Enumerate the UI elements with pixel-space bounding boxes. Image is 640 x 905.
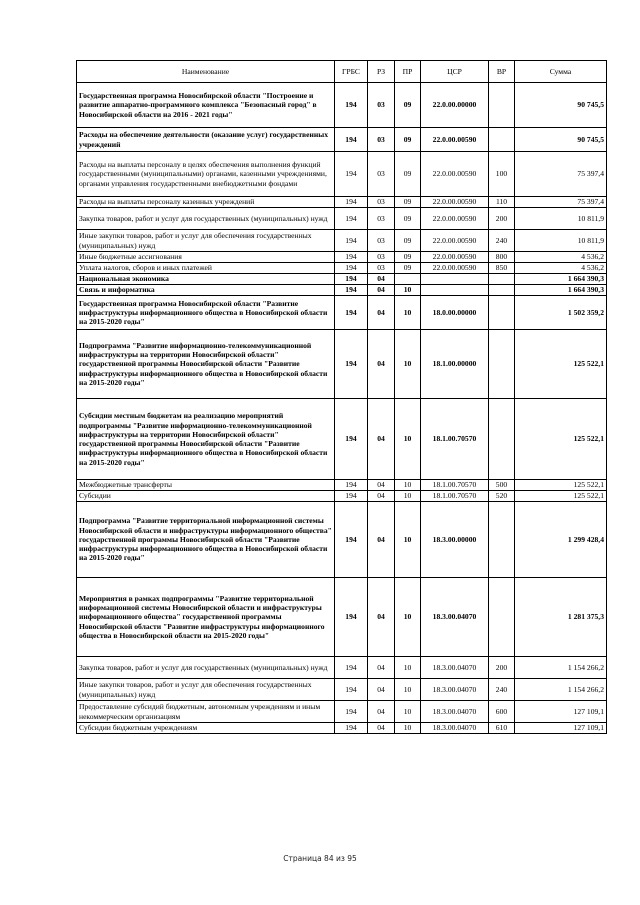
cell-vr: 200 [489, 657, 515, 679]
cell-grbs: 194 [335, 230, 368, 252]
table-row [77, 263, 607, 274]
table-row [77, 330, 607, 399]
cell-name: Мероприятия в рамках подпрограммы "Развитие территориальной информационной системы Новосибирской области и инфраструктуры информационного общества" государственной программы Новосибирской области "Развитие инфраструктуры информационного общества в Новосибирской области на 2015-2020 годы" [77, 578, 335, 657]
cell-vr [489, 502, 515, 578]
cell-sum: 125 522,1 [515, 399, 607, 480]
cell-vr: 610 [489, 723, 515, 734]
cell-name: Подпрограмма "Развитие территориальной информационной системы Новосибирской области и инфраструктуры информационного общества" государственной программы Новосибирской области "Развитие инфраструктуры информационного общества в Новосибирской области на 2015-2020 годы" [77, 502, 335, 578]
cell-grbs: 194 [335, 208, 368, 230]
cell-pr: 09 [395, 208, 421, 230]
table-row [77, 578, 607, 657]
cell-name: Иные бюджетные ассигнования [77, 252, 335, 263]
cell-csr: 18.3.00.04070 [421, 679, 489, 701]
cell-grbs: 194 [335, 657, 368, 679]
cell-grbs: 194 [335, 274, 368, 285]
cell-grbs: 194 [335, 679, 368, 701]
cell-sum: 127 109,1 [515, 723, 607, 734]
table-header-row [77, 61, 607, 83]
cell-pr: 10 [395, 330, 421, 399]
cell-pr: 10 [395, 296, 421, 330]
cell-vr: 200 [489, 208, 515, 230]
table-body [77, 83, 607, 734]
cell-pr: 10 [395, 480, 421, 491]
cell-rz: 04 [368, 480, 395, 491]
table-row [77, 252, 607, 263]
cell-name: Закупка товаров, работ и услуг для государственных (муниципальных) нужд [77, 657, 335, 679]
cell-csr: 18.0.00.00000 [421, 296, 489, 330]
cell-vr [489, 578, 515, 657]
table-row [77, 399, 607, 480]
cell-vr [489, 128, 515, 152]
cell-csr: 18.3.00.04070 [421, 701, 489, 723]
cell-vr [489, 83, 515, 128]
cell-csr [421, 274, 489, 285]
cell-rz: 03 [368, 128, 395, 152]
table-row [77, 128, 607, 152]
cell-name: Расходы на выплаты персоналу в целях обеспечения выполнения функций государственными (муниципальными) органами, казенными учреждениями, органами управления государственными внебюджетными фондами [77, 152, 335, 197]
cell-vr: 500 [489, 480, 515, 491]
cell-rz: 03 [368, 152, 395, 197]
cell-sum: 125 522,1 [515, 330, 607, 399]
cell-csr: 22.0.00.00590 [421, 197, 489, 208]
header-csr: ЦСР [421, 61, 489, 83]
cell-csr [421, 285, 489, 296]
cell-grbs: 194 [335, 128, 368, 152]
cell-pr: 10 [395, 502, 421, 578]
cell-name: Национальная экономика [77, 274, 335, 285]
cell-sum: 90 745,5 [515, 83, 607, 128]
cell-csr: 22.0.00.00590 [421, 152, 489, 197]
cell-sum: 1 502 359,2 [515, 296, 607, 330]
cell-name: Закупка товаров, работ и услуг для государственных (муниципальных) нужд [77, 208, 335, 230]
cell-sum: 4 536,2 [515, 252, 607, 263]
cell-csr: 18.3.00.04070 [421, 657, 489, 679]
cell-vr [489, 399, 515, 480]
cell-vr: 800 [489, 252, 515, 263]
cell-name: Связь и информатика [77, 285, 335, 296]
cell-pr: 10 [395, 285, 421, 296]
cell-rz: 04 [368, 285, 395, 296]
cell-name: Государственная программа Новосибирской области "Развитие инфраструктуры информационного общества в Новосибирской области на 2015-2020 годы" [77, 296, 335, 330]
cell-grbs: 194 [335, 252, 368, 263]
table-row [77, 657, 607, 679]
header-name: Наименование [77, 61, 335, 83]
cell-sum: 90 745,5 [515, 128, 607, 152]
cell-csr: 18.1.00.70570 [421, 480, 489, 491]
cell-rz: 04 [368, 578, 395, 657]
cell-vr: 850 [489, 263, 515, 274]
cell-csr: 18.3.00.04070 [421, 578, 489, 657]
cell-grbs: 194 [335, 399, 368, 480]
cell-pr: 10 [395, 701, 421, 723]
cell-vr: 240 [489, 230, 515, 252]
cell-sum: 1 154 266,2 [515, 657, 607, 679]
cell-csr: 22.0.00.00590 [421, 252, 489, 263]
cell-name: Субсидии бюджетным учреждениям [77, 723, 335, 734]
budget-table [76, 60, 607, 734]
cell-rz: 03 [368, 83, 395, 128]
cell-name: Иные закупки товаров, работ и услуг для обеспечения государственных (муниципальных) нужд [77, 230, 335, 252]
cell-sum: 1 664 390,3 [515, 285, 607, 296]
cell-sum: 125 522,1 [515, 491, 607, 502]
cell-sum: 4 536,2 [515, 263, 607, 274]
cell-pr: 10 [395, 657, 421, 679]
cell-rz: 04 [368, 296, 395, 330]
cell-sum: 1 664 390,3 [515, 274, 607, 285]
cell-rz: 03 [368, 252, 395, 263]
cell-vr [489, 296, 515, 330]
cell-sum: 125 522,1 [515, 480, 607, 491]
cell-csr: 18.1.00.70570 [421, 491, 489, 502]
cell-pr: 10 [395, 399, 421, 480]
cell-pr: 10 [395, 723, 421, 734]
cell-rz: 03 [368, 197, 395, 208]
cell-vr: 240 [489, 679, 515, 701]
cell-name: Предоставление субсидий бюджетным, автономным учреждениям и иным некоммерческим организациям [77, 701, 335, 723]
cell-grbs: 194 [335, 285, 368, 296]
cell-pr: 09 [395, 230, 421, 252]
cell-rz: 03 [368, 230, 395, 252]
table-row [77, 285, 607, 296]
cell-csr: 22.0.00.00590 [421, 230, 489, 252]
cell-sum: 1 281 375,3 [515, 578, 607, 657]
cell-vr [489, 285, 515, 296]
cell-name: Субсидии [77, 491, 335, 502]
cell-pr: 10 [395, 679, 421, 701]
cell-grbs: 194 [335, 723, 368, 734]
cell-rz: 04 [368, 330, 395, 399]
cell-name: Расходы на выплаты персоналу казенных учреждений [77, 197, 335, 208]
cell-rz: 04 [368, 679, 395, 701]
table-row [77, 502, 607, 578]
cell-grbs: 194 [335, 491, 368, 502]
cell-rz: 04 [368, 274, 395, 285]
header-sum: Сумма [515, 61, 607, 83]
cell-pr: 09 [395, 197, 421, 208]
header-grbs: ГРБС [335, 61, 368, 83]
cell-rz: 04 [368, 657, 395, 679]
cell-name: Подпрограмма "Развитие информационно-телекоммуникационной инфраструктуры на территории Новосибирской области" государственной программы Новосибирской области "Развитие инфраструктуры информационного общества в Новосибирской области на 2015-2020 годы" [77, 330, 335, 399]
cell-rz: 04 [368, 723, 395, 734]
cell-grbs: 194 [335, 197, 368, 208]
cell-pr: 10 [395, 491, 421, 502]
cell-rz: 03 [368, 208, 395, 230]
cell-name: Уплата налогов, сборов и иных платежей [77, 263, 335, 274]
cell-csr: 18.3.00.04070 [421, 723, 489, 734]
cell-grbs: 194 [335, 502, 368, 578]
cell-grbs: 194 [335, 263, 368, 274]
table-row [77, 197, 607, 208]
cell-sum: 75 397,4 [515, 197, 607, 208]
cell-pr: 09 [395, 152, 421, 197]
table-row [77, 83, 607, 128]
cell-csr: 22.0.00.00000 [421, 83, 489, 128]
cell-vr: 600 [489, 701, 515, 723]
cell-pr: 09 [395, 128, 421, 152]
cell-sum: 10 811,9 [515, 230, 607, 252]
cell-grbs: 194 [335, 701, 368, 723]
cell-csr: 18.1.00.00000 [421, 330, 489, 399]
header-rz: РЗ [368, 61, 395, 83]
cell-grbs: 194 [335, 578, 368, 657]
cell-name: Субсидии местным бюджетам на реализацию мероприятий подпрограммы "Развитие информационно-телекоммуникационной инфраструктуры на территории Новосибирской области" государственной программы Новосибирской области "Развитие инфраструктуры информационного общества в Новосибирской области на 2015-2020 годы" [77, 399, 335, 480]
header-pr: ПР [395, 61, 421, 83]
page-footer: Страница 84 из 95 [283, 854, 357, 863]
cell-rz: 04 [368, 701, 395, 723]
table-row [77, 480, 607, 491]
cell-csr: 22.0.00.00590 [421, 208, 489, 230]
cell-rz: 04 [368, 491, 395, 502]
cell-sum: 1 299 428,4 [515, 502, 607, 578]
cell-sum: 127 109,1 [515, 701, 607, 723]
table-row [77, 491, 607, 502]
cell-grbs: 194 [335, 480, 368, 491]
header-vr: ВР [489, 61, 515, 83]
cell-name: Государственная программа Новосибирской области "Построение и развитие аппаратно-программного комплекса "Безопасный город" в Новосибирской области на 2016 - 2021 годы" [77, 83, 335, 128]
cell-pr [395, 274, 421, 285]
table-row [77, 208, 607, 230]
cell-rz: 03 [368, 263, 395, 274]
cell-csr: 18.3.00.00000 [421, 502, 489, 578]
table-row [77, 701, 607, 723]
cell-name: Расходы на обеспечение деятельности (оказание услуг) государственных учреждений [77, 128, 335, 152]
cell-csr: 18.1.00.70570 [421, 399, 489, 480]
table-row [77, 152, 607, 197]
cell-pr: 09 [395, 83, 421, 128]
cell-vr: 110 [489, 197, 515, 208]
cell-name: Межбюджетные трансферты [77, 480, 335, 491]
table-row [77, 679, 607, 701]
table-row [77, 296, 607, 330]
cell-pr: 09 [395, 252, 421, 263]
cell-sum: 1 154 266,2 [515, 679, 607, 701]
cell-vr: 520 [489, 491, 515, 502]
cell-grbs: 194 [335, 152, 368, 197]
cell-pr: 09 [395, 263, 421, 274]
cell-name: Иные закупки товаров, работ и услуг для обеспечения государственных (муниципальных) нужд [77, 679, 335, 701]
table-row [77, 723, 607, 734]
cell-csr: 22.0.00.00590 [421, 263, 489, 274]
cell-vr [489, 330, 515, 399]
cell-vr [489, 274, 515, 285]
cell-sum: 75 397,4 [515, 152, 607, 197]
cell-pr: 10 [395, 578, 421, 657]
cell-grbs: 194 [335, 330, 368, 399]
cell-vr: 100 [489, 152, 515, 197]
table-row [77, 274, 607, 285]
cell-grbs: 194 [335, 296, 368, 330]
table-row [77, 230, 607, 252]
cell-grbs: 194 [335, 83, 368, 128]
cell-rz: 04 [368, 502, 395, 578]
cell-rz: 04 [368, 399, 395, 480]
cell-csr: 22.0.00.00590 [421, 128, 489, 152]
cell-sum: 10 811,9 [515, 208, 607, 230]
